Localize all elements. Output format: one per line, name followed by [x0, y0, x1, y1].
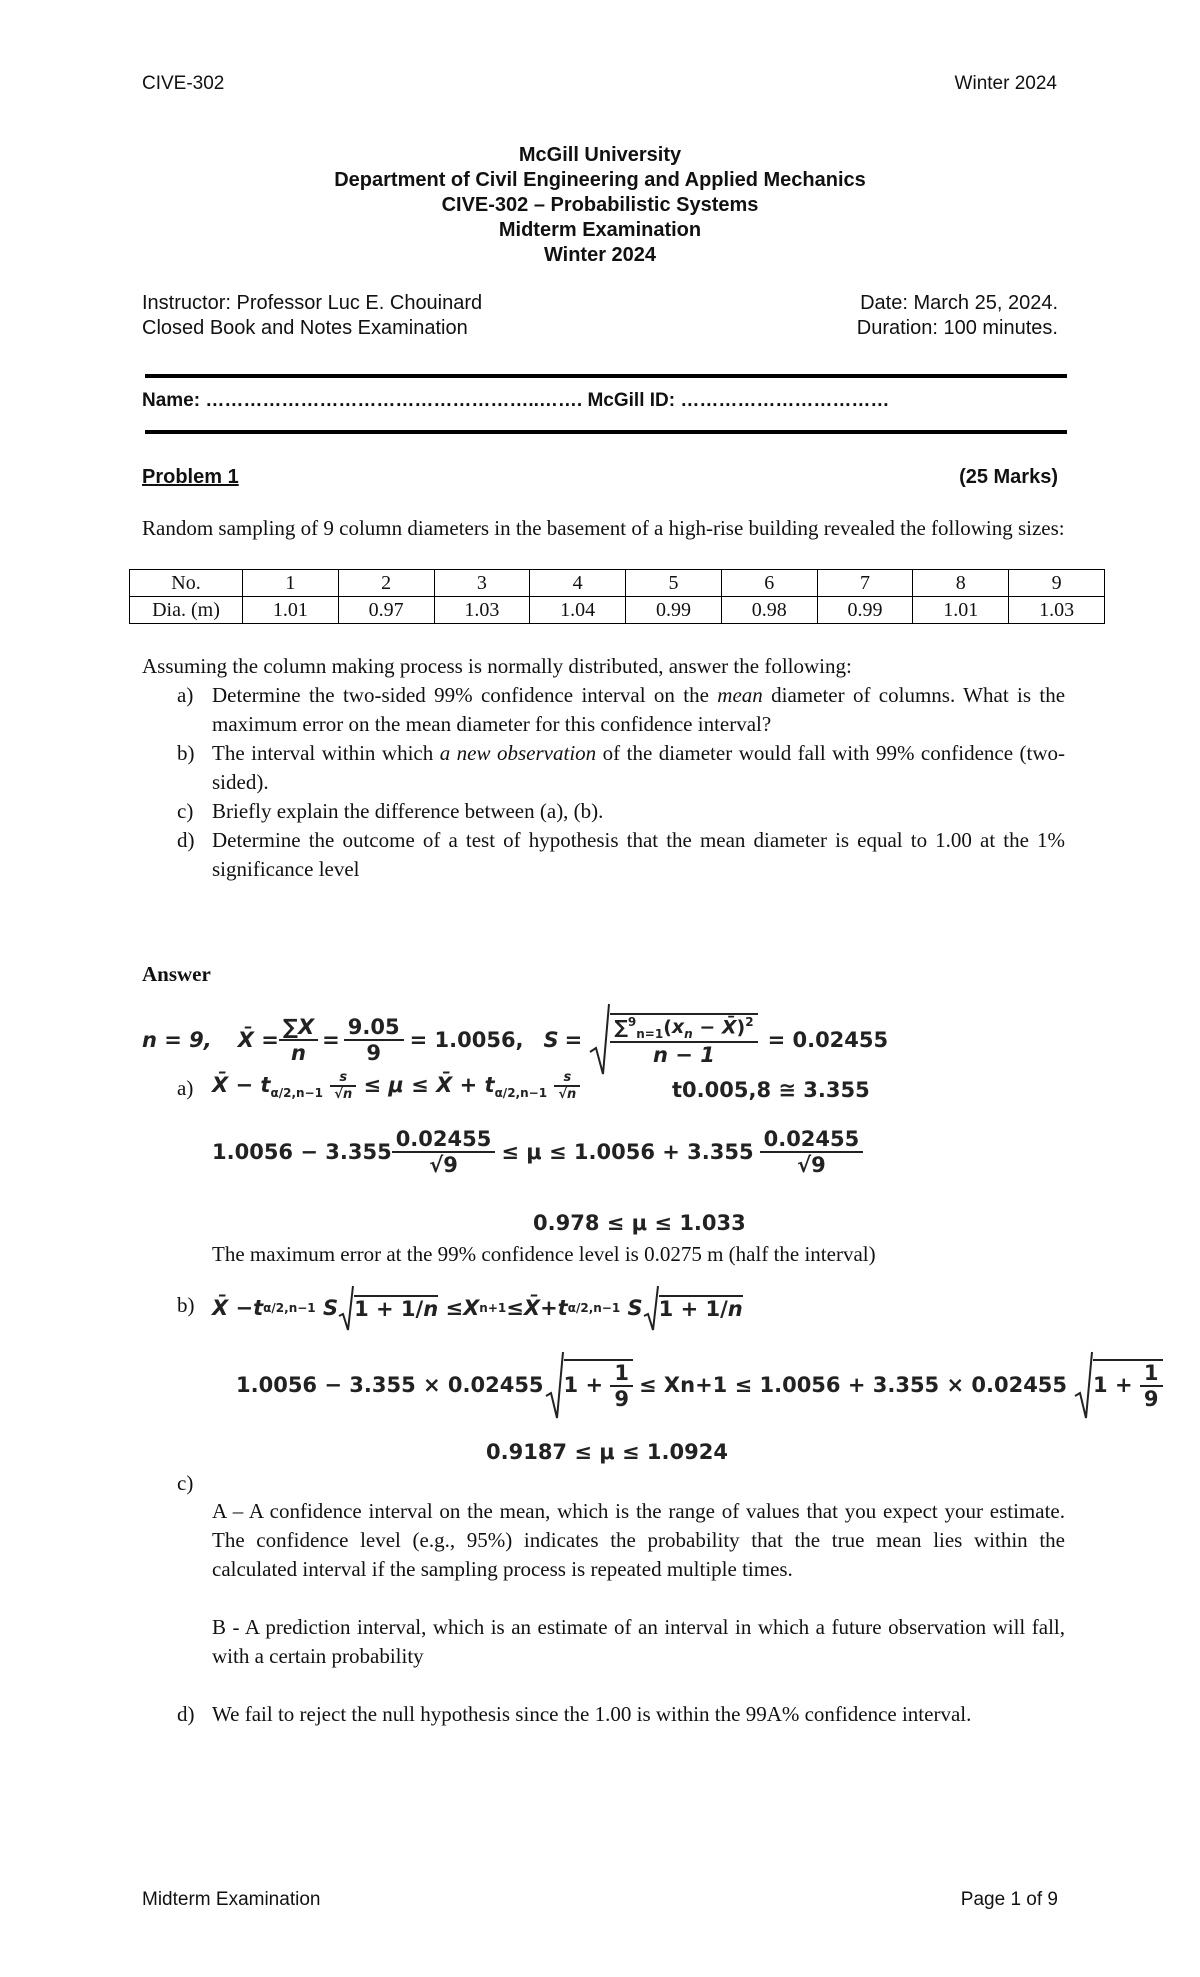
answer-c-a: A – A confidence interval on the mean, which is the range of values that you expect your estimate. The confidence level (e.g., 95%) indicates the probability that the true mean lies within the calculated interval if the sampling process is repeated multiple times.: [212, 1499, 1065, 1581]
sqrt-icon: [1073, 1350, 1093, 1420]
exam-duration: Duration: 100 minutes.: [856, 317, 1058, 339]
table-cell: 0.98: [721, 597, 817, 624]
question-text: Determine the two-sided 99% confidence interval on the mean diameter of columns. What is the maximum error on the mean diameter for this confidence interval?: [212, 683, 1066, 736]
question-label: c): [177, 799, 194, 823]
ci-mean-numeric: 1.0056 − 3.355 $\frac{0.02455}{√9}$ ≤ μ ≤ 1.0056 + 3.355 $\frac{0.02455}{√9}$: [212, 1118, 863, 1186]
header-term: Winter 2024: [954, 73, 1057, 94]
table-cell: 1.04: [530, 597, 626, 624]
ci-mean-result: 0.978 ≤ μ ≤ 1.033: [533, 1211, 746, 1235]
question-label: a): [177, 683, 194, 707]
table-cell: 6: [721, 570, 817, 597]
exam-term: Winter 2024: [543, 244, 657, 266]
answer-a-label: a): [177, 1076, 194, 1100]
question-text: Briefly explain the difference between (a), (b).: [212, 799, 604, 823]
sqrt-icon: [338, 1284, 354, 1332]
table-cell: 7: [817, 570, 913, 597]
department-name: Department of Civil Engineering and Applied Mechanics: [334, 169, 866, 191]
exam-info-left: [142, 291, 482, 341]
table-cell: 1: [243, 570, 339, 597]
table-cell: Dia. (m): [130, 597, 243, 624]
table-cell: 1.03: [434, 597, 530, 624]
answer-b-label: b): [177, 1293, 195, 1317]
problem-intro: Random sampling of 9 column diameters in the basement of a high-rise building revealed the following sizes:: [142, 516, 1065, 540]
table-cell: 5: [626, 570, 722, 597]
table-cell: 0.97: [338, 597, 434, 624]
name-id-line: Name: ……………………………………………..……. McGill ID: ……………………………: [142, 390, 890, 411]
table-cell: No.: [130, 570, 243, 597]
table-cell: 3: [434, 570, 530, 597]
exam-name: Midterm Examination: [498, 219, 702, 241]
question-label: b): [177, 741, 195, 765]
title-block: [0, 143, 1200, 268]
diameter-table: [129, 569, 1105, 624]
exam-type: Closed Book and Notes Examination: [142, 317, 468, 339]
table-cell: 0.99: [817, 597, 913, 624]
answer-c-b: B - A prediction interval, which is an estimate of an interval in which a future observation will fall, with a certain probability: [212, 1615, 1065, 1668]
problem-marks: (25 Marks): [959, 466, 1058, 488]
sqrt-icon: [643, 1284, 659, 1332]
university-name: McGill University: [518, 144, 682, 166]
divider-bottom: [145, 430, 1067, 434]
table-cell: 9: [1009, 570, 1105, 597]
table-cell: 1.03: [1009, 597, 1105, 624]
table-cell: 1.01: [913, 597, 1009, 624]
course-title: CIVE-302 – Probabilistic Systems: [441, 194, 759, 216]
sqrt-icon: [544, 1350, 564, 1420]
answer-c-label: c): [177, 1471, 194, 1495]
footer-exam: Midterm Examination: [142, 1889, 321, 1910]
answer-d-text: We fail to reject the null hypothesis since the 1.00 is within the 99A% confidence interval.: [212, 1702, 972, 1726]
sample-stats: n = 9, X̄ = $\frac{\sum X}{n}$ = $\frac{9.05}{9}$ = 1.0056, S = $\frac{\sum^9_{n=1}(x_n - X̄)^2}{n - 1}$ = 0.02455: [142, 1000, 888, 1080]
table-cell: 1.01: [243, 597, 339, 624]
ci-mean-formula: X̄ − $t_{\alpha/2,n-1}$ $\frac{s}{√n}$ ≤ μ ≤ X̄ + $t_{\alpha/2,n-1}$ $\frac{s}{√n}$: [212, 1070, 580, 1102]
question-text: The interval within which a new observation of the diameter would fall with 99% confidence (two-sided).: [212, 741, 1066, 794]
prediction-numeric: 1.0056 − 3.355 × 0.02455 1 + $\frac{1}{9}$ ≤ Xn+1 ≤ 1.0056 + 3.355 × 0.02455 1 + $\frac{1}{9}$: [236, 1348, 1163, 1422]
table-cell: 0.99: [626, 597, 722, 624]
divider-top: [145, 374, 1067, 378]
prediction-formula: X̄ − t α/2,n−1 S 1 + 1/n ≤ X n+1 ≤ X̄ + t α/2,n−1 S 1 + 1/n: [212, 1280, 743, 1336]
answer-d-label: d): [177, 1702, 195, 1726]
footer-page: Page 1 of 9: [960, 1889, 1058, 1910]
table-cell: 4: [530, 570, 626, 597]
header-course: CIVE-302: [142, 73, 225, 94]
table-cell: 8: [913, 570, 1009, 597]
exam-info-right: [857, 291, 1058, 341]
prediction-result: 0.9187 ≤ μ ≤ 1.0924: [486, 1440, 728, 1464]
max-error-text: The maximum error at the 99% confidence level is 0.0275 m (half the interval): [212, 1242, 876, 1266]
problem-title: Problem 1: [142, 466, 239, 488]
question-label: d): [177, 828, 195, 852]
answer-heading: Answer: [142, 962, 211, 986]
question-text: Determine the outcome of a test of hypothesis that the mean diameter is equal to 1.00 at the 1% significance level: [212, 828, 1065, 881]
instructor: Instructor: Professor Luc E. Chouinard: [142, 292, 483, 314]
assumption-text: Assuming the column making process is normally distributed, answer the following:: [142, 654, 852, 678]
t-value: t0.005,8 ≅ 3.355: [672, 1078, 870, 1102]
table-cell: 2: [338, 570, 434, 597]
sqrt-icon: [588, 1002, 610, 1078]
table-row: [130, 597, 1105, 624]
table-header-row: [130, 570, 1105, 597]
exam-date: Date: March 25, 2024.: [860, 292, 1058, 314]
